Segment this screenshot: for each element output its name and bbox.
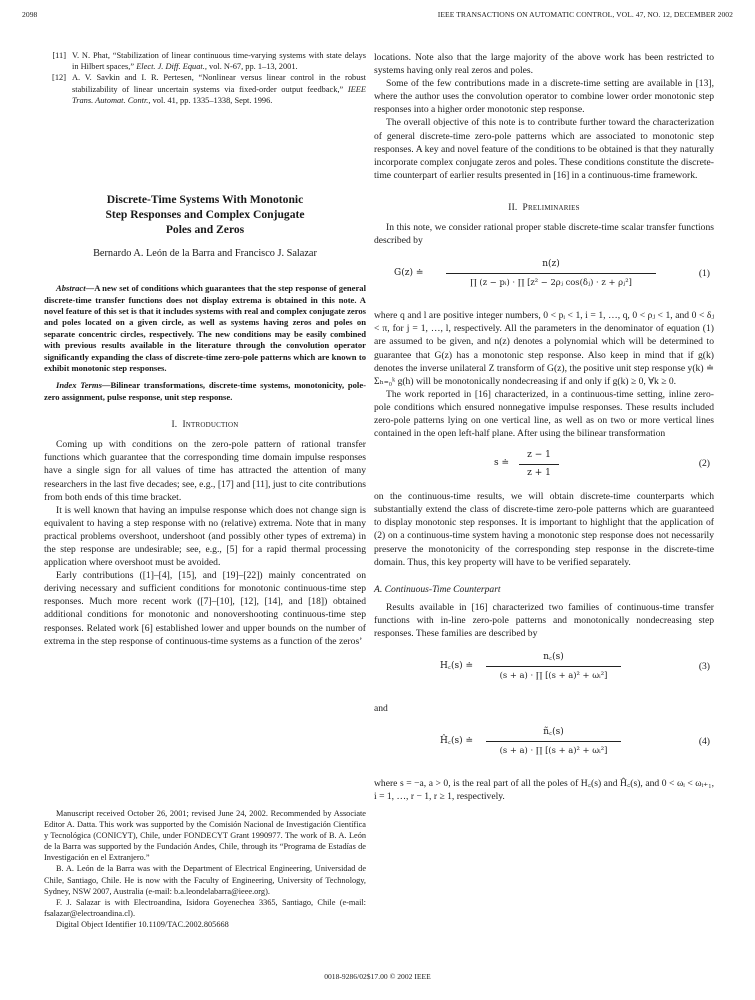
left-column <box>44 50 366 648</box>
journal-title: IEEE TRANSACTIONS ON AUTOMATIC CONTROL, VOL. 47, NO. 12, DECEMBER 2002 <box>437 10 733 19</box>
equation-numerator: ñ꜀(s) <box>486 726 621 742</box>
right-column <box>374 51 714 803</box>
equation-lhs: H꜀(s) ≐ <box>440 661 474 672</box>
footnote-doi: Digital Object Identifier 10.1109/TAC.2002.805668 <box>56 919 229 929</box>
equation-fraction <box>486 726 621 757</box>
paragraph: In this note, we consider rational proper stable discrete-time scalar transfer functions described by <box>374 222 714 247</box>
equation-lhs: G(z) ≐ <box>394 268 424 279</box>
equation-2 <box>374 448 714 482</box>
footnote-author1: B. A. León de la Barra was with the Department of Electrical Engineering, Universidad de Chile, Santiago, Chile. He is now with the Faculty of Engineering, University of Technology, Sydney, NSW 2007, Australia (e-mail: b.a.leondelabarra@ieee.org). <box>44 864 366 896</box>
abstract-label: Abstract— <box>56 283 95 294</box>
equation-1 <box>374 255 714 301</box>
equation-numerator: n(z) <box>446 258 656 274</box>
index-terms-label: Index Terms— <box>56 380 111 391</box>
paper-authors: Bernardo A. León de la Barra and Francisco J. Salazar <box>93 248 317 260</box>
running-header <box>22 10 733 24</box>
paragraph: on the continuous-time results, we will obtain discrete-time counterparts which substantially extend the class of discrete-time zero-pole patterns which are guaranteed to display monotonic step responses. It is important to highlight that the application of (2) on a continuous-time system having a monotonic step response does not necessarily preserve the monotonicity of the corresponding step response in the discrete-time domain. Thus, this key property will have to be verified separately. <box>374 491 714 568</box>
footnote-author2: F. J. Salazar is with Electroandina, Isidora Goyenechea 3365, Santiago, Chile (e-mail: fsalazar@electroandina.cl). <box>44 897 366 918</box>
paragraph: Some of the few contributions made in a discrete-time setting are available in [13], where the author uses the convolution operator to combine lower order monotonic step responses into a higher order monotonic step response. <box>374 78 714 116</box>
page-number: 2098 <box>22 10 38 19</box>
reference-item <box>44 72 366 106</box>
reference-venue: IEEE Trans. Automat. Contr. <box>72 84 366 105</box>
paragraph: where s = −a, a > 0, is the real part of all the poles of H꜀(s) and Ĥ꜀(s), and 0 < ωᵢ < ωᵢ₊₁, i = 1, …, r − 1, r ≥ 1, respectively. <box>374 778 714 803</box>
abstract: Abstract—A new set of conditions which guarantees that the step response of general discrete-time transfer functions does not display extrema is obtained in this note. A novel feature of this set is that it includes systems with real and complex conjugate zeros and poles located on a given circle, as well as systems having zeros and poles on separate concentric circles, respectively. The new conditions may be easily combined with previous results available in the literature through the convolution operator significantly expanding the class of discrete-time zero-pole patterns which are known to exhibit monotonic step responses. <box>44 283 367 373</box>
reference-list <box>44 50 366 106</box>
paragraph: Early contributions ([1]–[4], [15], and [19]–[22]) mainly concentrated on deriving necessary and sufficient conditions for monotonic continuous-time step responses. Much more recent work ([7]–[10], [12], [14], and [18]) obtained additional conditions for monotonic and nonovershooting continuous-time step responses. Related work [6] established lower and upper bounds on the number of extrema in the step response of continuous-time systems as a function of the zeros’ <box>44 570 366 647</box>
paragraph: locations. Note also that the large majority of the above work has been restricted to systems having only real zeros and poles. <box>374 52 714 77</box>
reference-venue: Elect. J. Diff. Equat. <box>136 62 205 72</box>
paragraph: It is well known that having an impulse response which does not change sign is equivalent to having a step response with no (relative) extrema. Note that in many practical problems overshoot, undershoot (and possibly other types of extrema) in the step response are undesirable; see, e.g., [5] for a rapid thermal processing application where overshoot must be avoided. <box>44 504 366 569</box>
equation-4 <box>374 723 714 769</box>
equation-number: (2) <box>698 458 710 470</box>
paragraph: The work reported in [16] characterized, in a continuous-time setting, inline zero-pole conditions which ensured nonnegative impulse responses. These results included zero-pole patterns lying on one vertical line, as well as on two or more vertical lines contained in the open left-half plane. After using the bilinear transformation <box>374 388 714 440</box>
copyright-footer: 0018-9286/02$17.00 © 2002 IEEE <box>324 972 431 981</box>
equation-number: (1) <box>698 268 710 280</box>
equation-fraction <box>446 258 656 289</box>
subsection-heading: A. Continuous-Time Counterpart <box>374 583 501 595</box>
equation-fraction <box>486 651 621 682</box>
paragraph: Results available in [16] characterized two families of continuous-time transfer functions with in-line zero-pole patterns and monotonically nondecreasing step responses. These families are described by <box>374 601 714 639</box>
equation-denominator: (s + a) · ∏ [(s + a)² + ωᵢ²] <box>499 670 608 681</box>
reference-item <box>44 50 366 72</box>
equation-denominator: z + 1 <box>527 468 551 479</box>
equation-denominator: (s + a) · ∏ [(s + a)² + ωᵢ²] <box>499 745 608 756</box>
reference-number: [11] <box>52 51 66 60</box>
equation-lhs: s ≐ <box>494 458 510 469</box>
equation-numerator: n꜀(s) <box>486 651 621 667</box>
reference-text: V. N. Phat, “Stabilization of linear continuous time-varying systems with state delays in Hilbert spaces,” Elect. J. Diff. Equat., vol. N-67, pp. 1–13, 2001. <box>72 51 366 72</box>
section-heading-preliminaries: II. Preliminaries <box>508 202 580 213</box>
equation-number: (3) <box>698 661 710 673</box>
equation-3 <box>374 648 714 694</box>
section-heading-introduction: I. Introduction <box>171 420 239 431</box>
paragraph: where q and l are positive integer numbers, 0 < pᵢ < 1, i = 1, …, q, 0 < ρⱼ < 1, and 0 < δⱼ < π, for j = 1, …, l, respectively. All the parameters in the denominator of equation (1) are assumed to be given, and n(z) denotes a polynomial which will be determined to guarantee that G(z) has a monotonic step response. Also keep in mind that if g(k) denotes the inverse unilateral Z transform of G(z), the positive unit step response y(k) ≐ Σₕ₌₀ᵏ g(h) will be monotonically nondecreasing if and only if g(k) ≥ 0, ∀k ≥ 0. <box>374 310 714 387</box>
equation-number: (4) <box>698 736 710 748</box>
equation-numerator: z − 1 <box>519 449 559 465</box>
paper-title: Discrete-Time Systems With Monotonic Step Responses and Complex Conjugate Poles and Zeros <box>105 193 305 237</box>
reference-number: [12] <box>52 73 66 83</box>
equation-lhs: Ĥ꜀(s) ≐ <box>440 736 474 747</box>
equation-fraction <box>519 449 559 480</box>
connective-text: and <box>374 703 388 715</box>
first-page-footnote <box>44 808 366 930</box>
reference-text: A. V. Savkin and I. R. Pertesen, “Nonlinear versus linear control in the robust stabilizability of linear uncertain systems via fixed-order output feedback,” IEEE Trans. Automat. Contr., vol. 41, pp. 1335–1338, Sept. 1996. <box>72 73 366 105</box>
equation-denominator: ∏ (z − pᵢ) · ∏ [z² − 2ρⱼ cos(δⱼ) · z + ρⱼ²] <box>470 277 632 288</box>
index-terms: Index Terms—Bilinear transformations, discrete-time systems, monotonicity, pole-zero assignment, pulse response, unit step response. <box>44 380 366 402</box>
paragraph: The overall objective of this note is to contribute further toward the characterization of general discrete-time zero-pole patterns which are associated to monotonic step responses. A key and novel feature of the conditions to be obtained is that they naturally incorporate complex conjugate zeros and poles. These conditions constitute the discrete-time counterpart of earlier results presented in [16] in a continuous-time framework. <box>374 117 714 181</box>
footnote-manuscript: Manuscript received October 26, 2001; revised June 24, 2002. Recommended by Associate Editor A. Datta. This work was supported by the Comisión Nacional de Investigación Científica y Tecnológica (CONICYT), Chile, under FONDECYT Grant 1990977. The work of B. A. León de la Barra was supported by the Fundación Andes, Chile, through its “Programa de Estadías de Investigación en el Extranjero.” <box>44 809 366 863</box>
paragraph: Coming up with conditions on the zero-pole pattern of rational transfer functions which guarantee that the corresponding time domain impulse responses have a single sign for all values of time has attracted the attention of many researchers in the last five decades; see, e.g., [17] and [11], just to cite contributions from both ends of this time bracket. <box>44 439 366 503</box>
